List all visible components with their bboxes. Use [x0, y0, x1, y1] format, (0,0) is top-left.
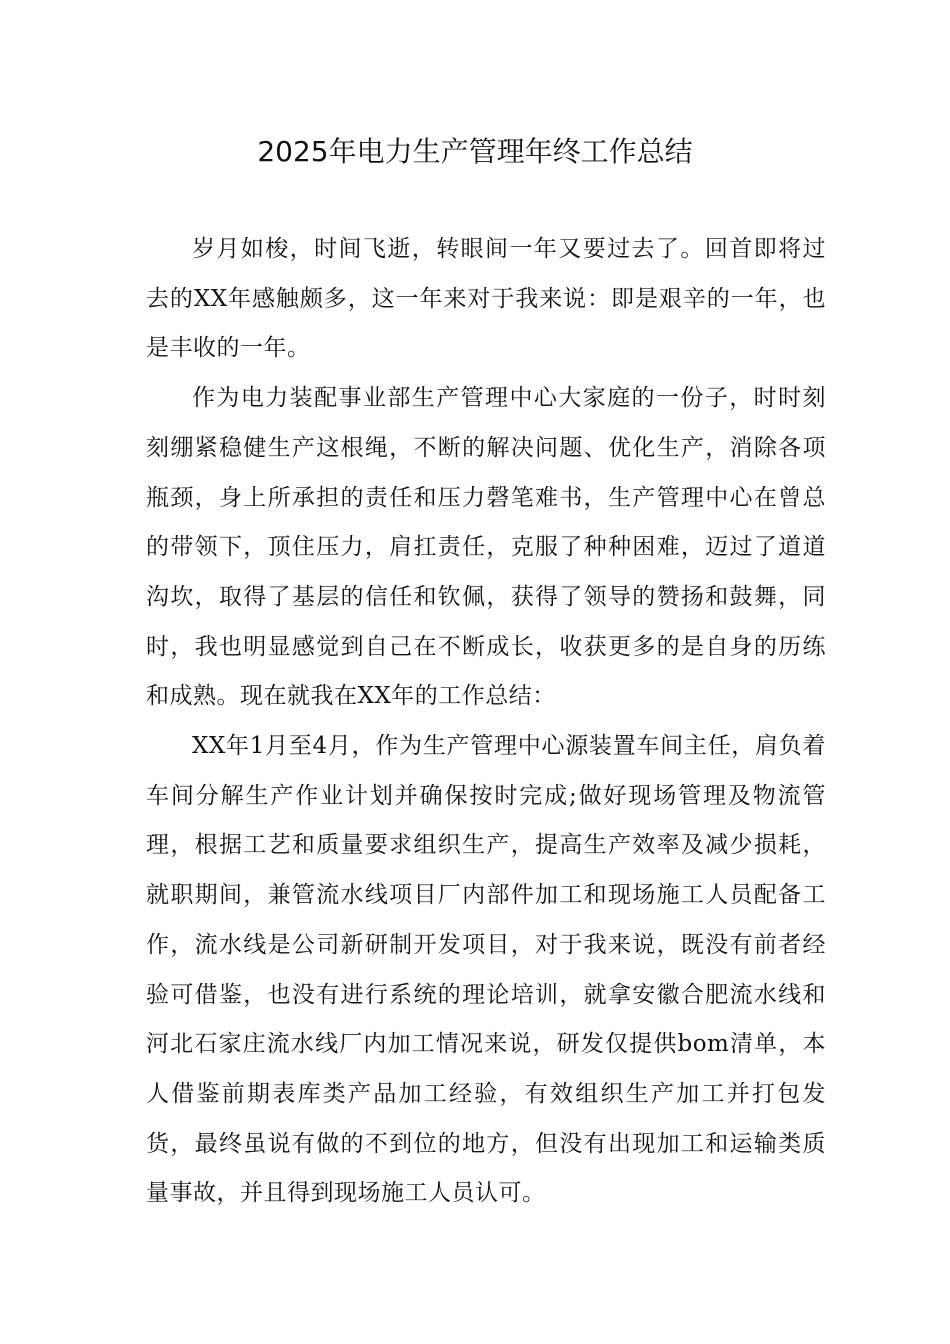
document-title: 2025年电力生产管理年终工作总结	[257, 135, 693, 168]
paragraph-2: 作为电力装配事业部生产管理中心大家庭的一份子，时时刻刻绷紧稳健生产这根绳，不断的解决问题、优化生产，消除各项瓶颈，身上所承担的责任和压力磬笔难书，生产管理中心在曾总的带领下，顶住压力，肩扛责任，克服了种种困难，迈过了道道沟坎，取得了基层的信任和钦佩，获得了领导的赞扬和鼓舞，同时，我也明显感觉到自己在不断成长，收获更多的是自身的历练和成熟。现在就我在XX年的工作总结：	[146, 385, 826, 710]
paragraph-3: XX年1月至4月，作为生产管理中心源装置车间主任，肩负着车间分解生产作业计划并确保按时完成;做好现场管理及物流管理，根据工艺和质量要求组织生产，提高生产效率及减少损耗，就职期间，兼管流水线项目厂内部件加工和现场施工人员配备工作，流水线是公司新研制开发项目，对于我来说，既没有前者经验可借鉴，也没有进行系统的理论培训，就拿安徽合肥流水线和河北石家庄流水线厂内加工情况来说，研发仅提供bom清单，本人借鉴前期表库类产品加工经验，有效组织生产加工并打包发货，最终虽说有做的不到位的地方，但没有出现加工和运输类质量事故，并且得到现场施工人员认可。	[146, 733, 826, 1207]
document-body	[146, 225, 826, 1219]
paragraph-1: 岁月如梭，时间飞逝，转眼间一年又要过去了。回首即将过去的XX年感触颇多，这一年来对于我来说：即是艰辛的一年，也是丰收的一年。	[146, 236, 826, 362]
